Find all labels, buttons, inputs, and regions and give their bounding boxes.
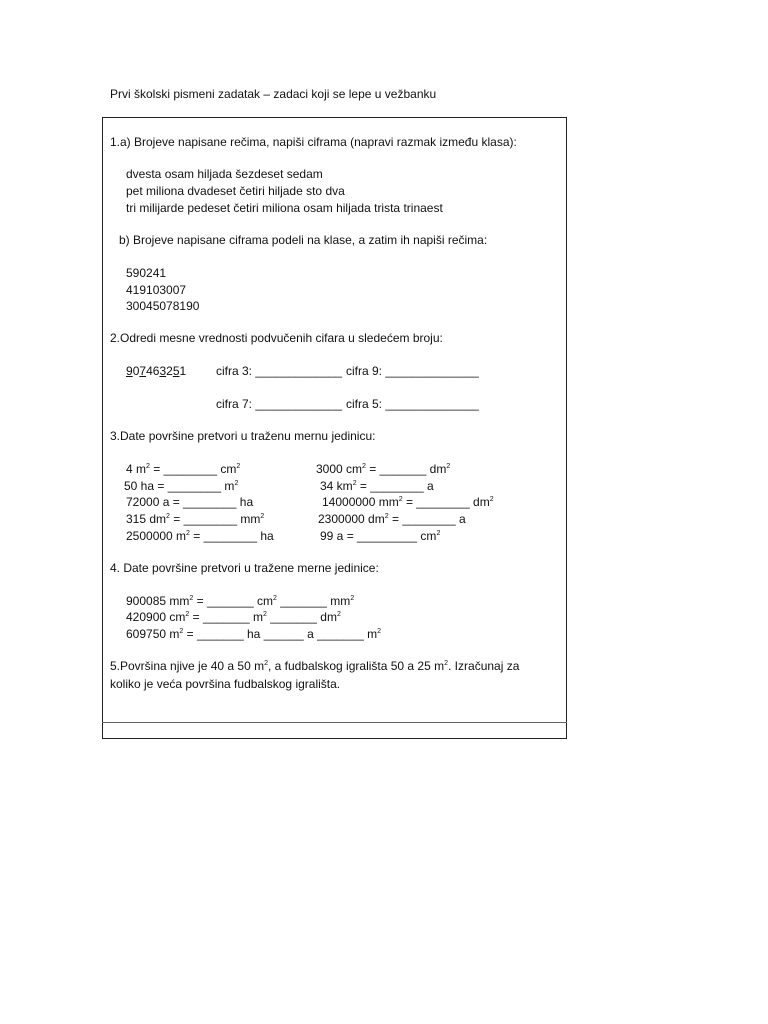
superscript: 2 (350, 595, 355, 602)
task1-a-heading: 1.a) Brojeve napisane rečima, napiši ciframa (napravi razmak između klasa): (110, 135, 517, 149)
text-segment: 99 a = _________ cm (320, 529, 437, 543)
text-segment: 315 dm (126, 512, 167, 526)
digit: 1 (179, 364, 187, 378)
task1-b-item: 590241 (126, 266, 167, 280)
task2-row2-right: cifra 5: ______________ (346, 397, 479, 411)
task3-left-item (126, 511, 264, 527)
text-segment: = ________ ha (189, 529, 274, 543)
underlined-digit: 7 (139, 364, 147, 378)
superscript: 2 (185, 611, 190, 618)
superscript: 2 (236, 463, 241, 470)
superscript: 2 (189, 595, 194, 602)
text-segment: 14000000 mm (322, 495, 399, 509)
task4-item (126, 609, 341, 625)
superscript: 2 (398, 496, 403, 503)
task1-a-item: pet miliona dvadeset četiri hiljade sto dva (126, 184, 345, 198)
superscript: 2 (263, 611, 267, 618)
superscript: 2 (384, 513, 389, 520)
text-segment: 34 km (320, 479, 353, 493)
superscript: 2 (489, 496, 494, 503)
task3-left-item (124, 478, 238, 494)
text-segment: 50 ha = ________ m (124, 479, 235, 493)
text-segment: 4 m (126, 462, 147, 476)
superscript: 2 (377, 628, 382, 635)
text-segment: = _______ cm (193, 594, 274, 608)
text-segment: = ________ dm (402, 495, 490, 509)
task2-number (126, 363, 186, 379)
task3-heading: 3.Date površine pretvori u traženu mernu jedinicu: (110, 429, 376, 443)
superscript: 2 (146, 463, 150, 470)
text-segment: 2300000 dm (318, 512, 385, 526)
task3-right-item (318, 511, 466, 527)
task2-row1-left: cifra 3: _____________ (216, 364, 343, 378)
superscript: 2 (336, 611, 341, 618)
digit: 6 (152, 364, 160, 378)
task2-row2-left: cifra 7: _____________ (216, 397, 343, 411)
task1-b-item: 419103007 (126, 283, 187, 297)
superscript: 2 (446, 463, 451, 470)
task1-a-item: dvesta osam hiljada šezdeset sedam (126, 167, 323, 181)
text-segment: = ________ cm (149, 462, 237, 476)
task3-right-item (316, 461, 450, 477)
worksheet-divider (102, 722, 567, 723)
text-segment: 900085 mm (126, 594, 190, 608)
text-segment: 420900 cm (126, 610, 186, 624)
text-segment: = ________ a (388, 512, 466, 526)
superscript: 2 (362, 463, 366, 470)
underlined-digit: 9 (126, 364, 133, 378)
task5-line2: koliko je veća površina fudbalskog igrališta. (110, 677, 341, 691)
superscript: 2 (166, 513, 170, 520)
task2-row1-right: cifra 9: ______________ (346, 364, 479, 378)
text-segment: = _______ dm (365, 462, 447, 476)
task1-a-item: tri milijarde pedeset četiri miliona osam hiljada trista trinaest (126, 201, 443, 215)
superscript: 2 (260, 513, 265, 520)
text-segment: = _______ m (189, 610, 264, 624)
text-segment: = _______ ha ______ a _______ m (183, 627, 378, 641)
task4-heading: 4. Date površine pretvori u tražene merne jedinice: (110, 561, 379, 575)
superscript: 2 (436, 530, 441, 537)
superscript: 2 (179, 628, 184, 635)
page-title: Prvi školski pismeni zadatak – zadaci koji se lepe u vežbanku (110, 87, 437, 101)
task4-item (126, 626, 381, 642)
superscript: 2 (352, 480, 357, 487)
task4-item (126, 593, 354, 609)
text-segment: _______ mm (276, 594, 351, 608)
digit: 4 (146, 364, 153, 378)
digit: 2 (166, 364, 173, 378)
text-segment: 3000 cm (316, 462, 363, 476)
superscript: 2 (273, 595, 277, 602)
text-segment: 609750 m (126, 627, 180, 641)
underlined-digit: 3 (159, 364, 167, 378)
task3-left-item (126, 528, 274, 544)
task3-right-item (320, 528, 440, 544)
task2-heading: 2.Odredi mesne vrednosti podvučenih cifara u sledećem broju: (110, 331, 443, 345)
task3-left-item (126, 461, 240, 477)
task3-right-item (322, 494, 494, 510)
task3-right-item (320, 478, 434, 494)
task1-b-heading: b) Brojeve napisane ciframa podeli na klase, a zatim ih napiši rečima: (119, 233, 488, 247)
text-segment: 72000 a = ________ ha (126, 495, 254, 509)
text-segment: = ________ mm (169, 512, 261, 526)
text-segment: = ________ a (356, 479, 434, 493)
digit: 0 (132, 364, 140, 378)
task3-left-item (126, 494, 253, 510)
underlined-digit: 5 (172, 364, 180, 378)
superscript: 2 (234, 480, 239, 487)
text-segment: _______ dm (266, 610, 337, 624)
task5-line1: 5.Površina njive je 40 a 50 $m^2$, a fudbalskog igrališta 50 a 25 $m^2$. Izračunaj za (110, 659, 520, 673)
text-segment: 2500000 m (126, 529, 187, 543)
task1-b-item: 30045078190 (126, 299, 200, 313)
superscript: 2 (186, 530, 190, 537)
